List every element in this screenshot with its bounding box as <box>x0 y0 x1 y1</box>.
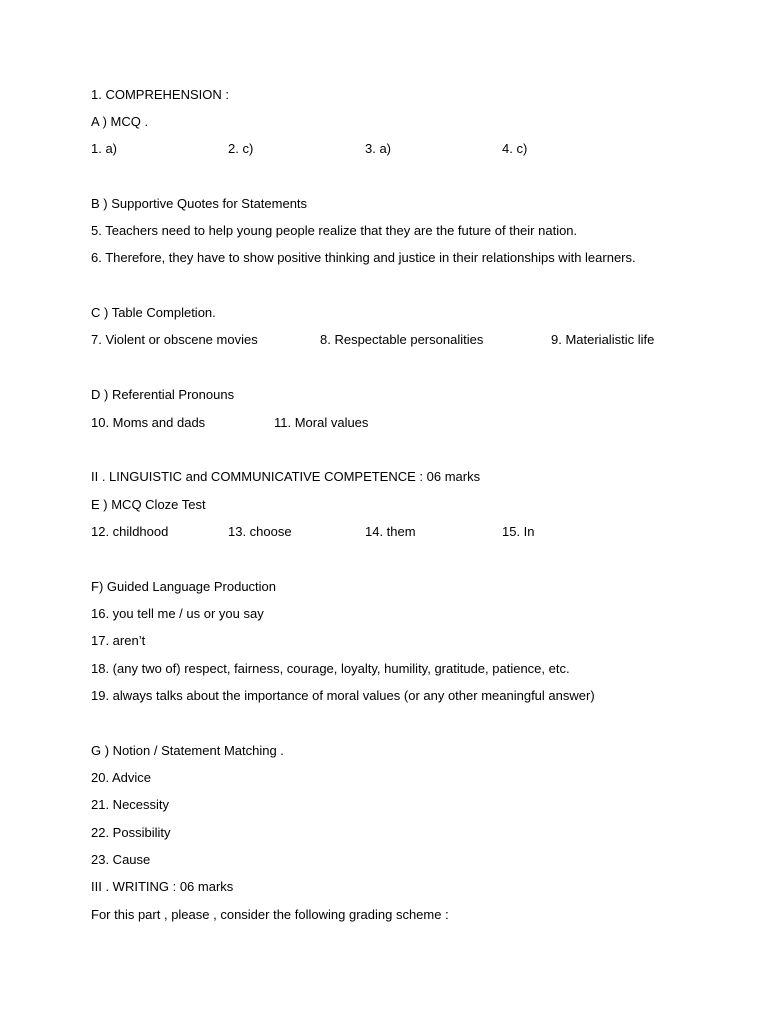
answer-2: 2. c) <box>228 141 254 156</box>
answer-11: 11. Moral values <box>274 415 369 430</box>
answer-9: 9. Materialistic life <box>551 332 655 347</box>
answer-6: 6. Therefore, they have to show positive thinking and justice in their relationships with learners. <box>91 250 636 265</box>
answer-12: 12. childhood <box>91 524 169 539</box>
answer-16: 16. you tell me / us or you say <box>91 606 264 621</box>
answer-8: 8. Respectable personalities <box>320 332 484 347</box>
answer-4: 4. c) <box>502 141 528 156</box>
answer-14: 14. them <box>365 524 416 539</box>
answer-18: 18. (any two of) respect, fairness, courage, loyalty, humility, gratitude, patience, etc. <box>91 661 570 676</box>
part-c-answers <box>91 332 711 348</box>
answer-13: 13. choose <box>228 524 292 539</box>
section-heading-writing: III . WRITING : 06 marks <box>91 879 234 894</box>
answer-17: 17. aren’t <box>91 633 146 648</box>
answer-20: 20. Advice <box>91 770 151 785</box>
part-d-answers <box>91 415 491 431</box>
answer-22: 22. Possibility <box>91 825 171 840</box>
part-c-title: C ) Table Completion. <box>91 305 216 320</box>
answer-15: 15. In <box>502 524 535 539</box>
writing-intro: For this part , please , consider the following grading scheme : <box>91 907 449 922</box>
answer-5: 5. Teachers need to help young people realize that they are the future of their nation. <box>91 223 578 238</box>
answer-21: 21. Necessity <box>91 797 170 812</box>
part-g-title: G ) Notion / Statement Matching . <box>91 743 284 758</box>
part-e-title: E ) MCQ Cloze Test <box>91 497 206 512</box>
answer-3: 3. a) <box>365 141 392 156</box>
part-e-answers <box>91 524 691 540</box>
answer-10: 10. Moms and dads <box>91 415 206 430</box>
part-a-title: A ) MCQ . <box>91 114 149 129</box>
part-b-title: B ) Supportive Quotes for Statements <box>91 196 308 211</box>
answer-19: 19. always talks about the importance of moral values (or any other meaningful answer) <box>91 688 595 703</box>
section-heading-comprehension: 1. COMPREHENSION : <box>91 87 229 102</box>
answer-7: 7. Violent or obscene movies <box>91 332 258 347</box>
part-f-title: F) Guided Language Production <box>91 579 277 594</box>
answer-1: 1. a) <box>91 141 118 156</box>
part-a-answers <box>91 141 691 157</box>
answer-23: 23. Cause <box>91 852 151 867</box>
part-d-title: D ) Referential Pronouns <box>91 387 235 402</box>
section-heading-linguistic: II . LINGUISTIC and COMMUNICATIVE COMPETENCE : 06 marks <box>91 469 481 484</box>
